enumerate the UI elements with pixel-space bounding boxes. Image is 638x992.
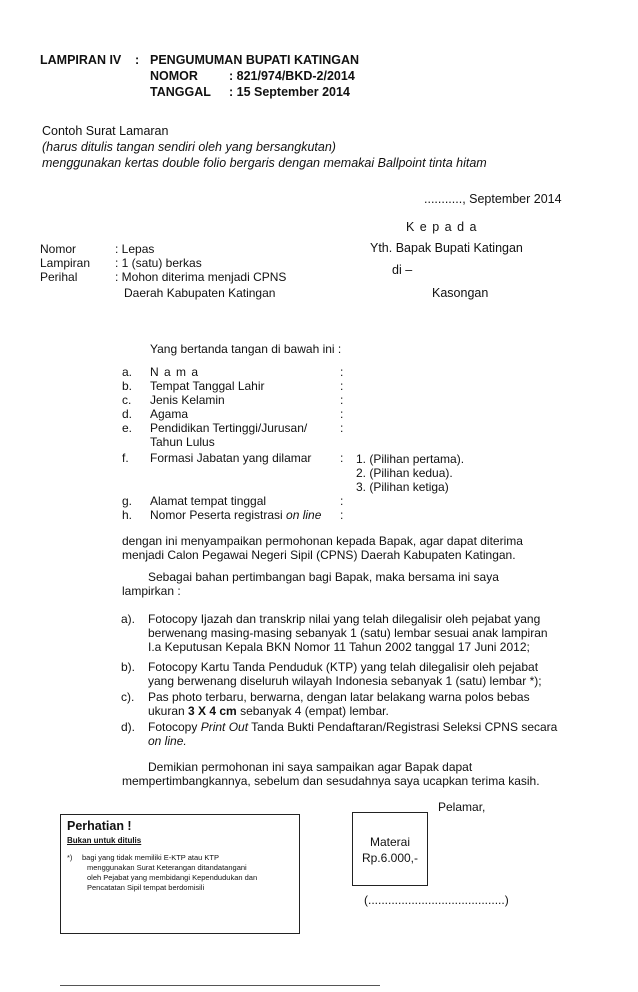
intro-instruction: menggunakan kertas double folio bergaris dengan memakai Ballpoint tinta hitam <box>42 156 487 170</box>
attachment-key: a). <box>121 612 136 626</box>
field-key: f. <box>122 451 129 465</box>
recipient-name: Yth. Bapak Bupati Katingan <box>370 241 523 255</box>
attachment-a-line-3: I.a Keputusan Kepala BKN Nomor 11 Tahun 2002 tanggal 17 Juni 2012; <box>148 640 530 654</box>
field-nama: N a m a <box>150 365 200 379</box>
notice-line-4: Pencatatan Sipil tempat berdomisili <box>87 883 205 892</box>
meta-lampiran-label: Lampiran <box>40 256 91 270</box>
formasi-option-3: 3. (Pilihan ketiga) <box>356 480 449 494</box>
field-key: b. <box>122 379 133 393</box>
attachment-key: d). <box>121 720 136 734</box>
field-colon: : <box>340 451 344 465</box>
field-colon: : <box>340 421 344 435</box>
field-key: d. <box>122 407 133 421</box>
meta-nomor-value: : Lepas <box>115 242 155 256</box>
closing-paragraph: Demikian permohonan ini saya sampaikan agar Bapak dapat <box>148 760 473 774</box>
stamp-label: Materai <box>369 835 410 849</box>
attachment-d-line-2: on line. <box>148 734 187 748</box>
stamp-box <box>352 812 428 886</box>
attachment-b-line-1: Fotocopy Kartu Tanda Penduduk (KTP) yang telah dilegalisir oleh pejabat <box>148 660 539 674</box>
notice-box <box>60 814 300 934</box>
field-colon: : <box>340 494 344 508</box>
field-alamat: Alamat tempat tinggal <box>150 494 267 508</box>
signer-label: Pelamar, <box>438 800 486 814</box>
closing-paragraph-line-2: mempertimbangkannya, sebelum dan sesudahnya saya ucapkan terima kasih. <box>122 774 540 788</box>
attachment-key: c). <box>121 690 135 704</box>
lampiran-label: LAMPIRAN IV <box>40 53 122 67</box>
kepada-label: K e p a d a <box>406 220 478 234</box>
announcement-title: PENGUMUMAN BUPATI KATINGAN <box>150 53 360 67</box>
meta-lampiran-value: : 1 (satu) berkas <box>115 256 202 270</box>
attachment-b-line-2: yang berwenang diseluruh wilayah Indonesia sebanyak 1 (satu) lembar *); <box>148 674 542 688</box>
field-colon: : <box>340 407 344 421</box>
attachment-d-line-1: Fotocopy Print Out Tanda Bukti Pendaftaran/Registrasi Seleksi CPNS secara <box>148 720 558 734</box>
field-ttl: Tempat Tanggal Lahir <box>150 379 265 393</box>
tanggal-value: : 15 September 2014 <box>229 85 350 99</box>
body-paragraph-2-line-2: lampirkan : <box>122 584 181 598</box>
nomor-label: NOMOR <box>150 69 198 83</box>
meta-nomor-label: Nomor <box>40 242 77 256</box>
meta-perihal-value: : Mohon diterima menjadi CPNS <box>115 270 287 284</box>
field-nomor-peserta: Nomor Peserta registrasi on line <box>150 508 322 522</box>
meta-perihal-label: Perihal <box>40 270 78 284</box>
notice-marker: *) <box>67 853 73 862</box>
signature-line: (.........................................) <box>364 893 509 907</box>
field-pendidikan-2: Tahun Lulus <box>150 435 215 449</box>
attachment-c-line-2: ukuran 3 X 4 cm sebanyak 4 (empat) lembar. <box>148 704 389 718</box>
body-paragraph-1-line-2: menjadi Calon Pegawai Negeri Sipil (CPNS) Daerah Kabupaten Katingan. <box>122 548 516 562</box>
body-paragraph-2: Sebagai bahan pertimbangan bagi Bapak, maka bersama ini saya <box>148 570 499 584</box>
field-formasi: Formasi Jabatan yang dilamar <box>150 451 312 465</box>
tanggal-label: TANGGAL <box>150 85 211 99</box>
formasi-option-1: 1. (Pilihan pertama). <box>356 452 465 466</box>
field-colon: : <box>340 365 344 379</box>
attachment-key: b). <box>121 660 136 674</box>
field-key: e. <box>122 421 133 435</box>
body-paragraph-1: dengan ini menyampaikan permohonan kepada Bapak, agar dapat diterima <box>122 534 523 548</box>
field-colon: : <box>340 393 344 407</box>
stamp-value: Rp.6.000,- <box>361 851 419 865</box>
recipient-di: di – <box>392 263 413 277</box>
header-colon: : <box>135 53 140 67</box>
notice-line-1: bagi yang tidak memiliki E-KTP atau KTP <box>82 853 220 862</box>
field-pendidikan: Pendidikan Tertinggi/Jurusan/ <box>150 421 308 435</box>
field-agama: Agama <box>150 407 189 421</box>
intro-title: Contoh Surat Lamaran <box>42 124 169 138</box>
formasi-option-2: 2. (Pilihan kedua). <box>356 466 453 480</box>
field-key: g. <box>122 494 133 508</box>
page-divider <box>60 985 380 986</box>
field-key: c. <box>122 393 132 407</box>
nomor-value: : 821/974/BKD-2/2014 <box>229 69 355 83</box>
notice-title: Perhatian ! <box>67 819 132 833</box>
attachment-c-line-1: Pas photo terbaru, berwarna, dengan latar belakang warna polos bebas <box>148 690 530 704</box>
attachment-a-line-1: Fotocopy Ijazah dan transkrip nilai yang telah dilegalisir oleh pejabat yang <box>148 612 541 626</box>
attachment-a-line-2: berwenang masing-masing sebanyak 1 (satu) lembar sesuai anak lampiran <box>148 626 548 640</box>
meta-perihal-value-2: Daerah Kabupaten Katingan <box>124 286 276 300</box>
field-key: h. <box>122 508 133 522</box>
intro-note: (harus ditulis tangan sendiri oleh yang bersangkutan) <box>42 140 336 154</box>
field-key: a. <box>122 365 133 379</box>
notice-line-3: oleh Pejabat yang membidangi Kependudukan dan <box>87 873 258 882</box>
field-jenis-kelamin: Jenis Kelamin <box>150 393 225 407</box>
notice-subtitle: Bukan untuk ditulis <box>67 836 142 845</box>
letter-date: ..........., September 2014 <box>424 192 562 206</box>
notice-line-2: menggunakan Surat Keterangan ditandatangani <box>87 863 247 872</box>
recipient-place: Kasongan <box>432 286 489 300</box>
field-colon: : <box>340 379 344 393</box>
opening-line: Yang bertanda tangan di bawah ini : <box>150 342 342 356</box>
field-colon: : <box>340 508 344 522</box>
